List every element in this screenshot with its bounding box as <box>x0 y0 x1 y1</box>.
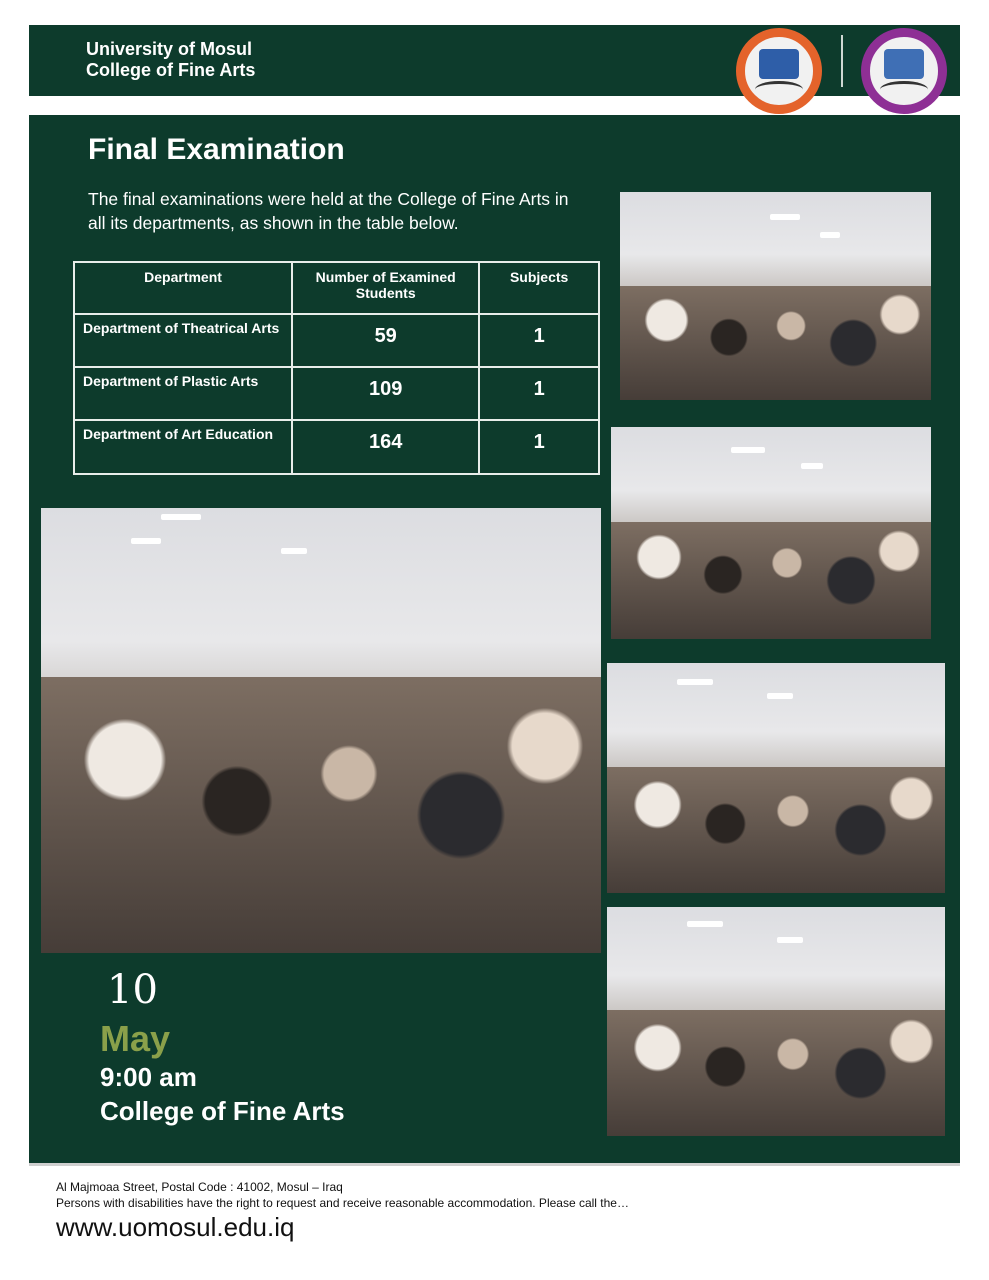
students-cell: 109 <box>292 367 479 420</box>
footer-address: Al Majmoaa Street, Postal Code : 41002, Mosul – Iraq <box>56 1180 343 1194</box>
university-logo <box>736 28 822 114</box>
exam-hall-photo-4 <box>607 907 945 1136</box>
subjects-cell: 1 <box>479 314 599 367</box>
logo-divider <box>841 35 843 87</box>
header-title <box>86 39 255 81</box>
table-row <box>74 420 599 474</box>
exam-hall-photo-1 <box>620 192 931 400</box>
event-month: May <box>100 1018 171 1059</box>
intro-text: The final examinations were held at the College of Fine Arts in all its departments, as shown in the table below. <box>88 189 569 233</box>
exam-hall-photo-3 <box>607 663 945 893</box>
table-header-row <box>74 262 599 314</box>
college-logo <box>861 28 947 114</box>
content-panel <box>29 115 960 1165</box>
footer-accessibility-note: Persons with disabilities have the right to request and receive reasonable accommodation. Please call the… <box>56 1196 629 1210</box>
event-place: College of Fine Arts <box>100 1096 345 1126</box>
page-title: Final Examination <box>88 133 345 166</box>
subjects-cell: 1 <box>479 367 599 420</box>
college-name: College of Fine Arts <box>86 60 256 80</box>
event-time: 9:00 am <box>100 1062 197 1092</box>
website-link[interactable]: www.uomosul.edu.iq <box>56 1212 295 1242</box>
students-cell: 59 <box>292 314 479 367</box>
department-cell: Department of Plastic Arts <box>74 367 292 420</box>
department-cell: Department of Art Education <box>74 420 292 474</box>
footer-divider <box>29 1163 960 1166</box>
event-day: 10 <box>107 967 158 1013</box>
exam-hall-photo-2 <box>611 427 931 639</box>
header-bar <box>29 25 960 96</box>
students-cell: 164 <box>292 420 479 474</box>
table-row <box>74 314 599 367</box>
exam-hall-photo-main <box>41 508 601 953</box>
department-cell: Department of Theatrical Arts <box>74 314 292 367</box>
table-row <box>74 367 599 420</box>
university-name: University of Mosul <box>86 39 253 59</box>
exam-table <box>73 261 600 475</box>
column-header: Number of Examined Students <box>292 262 479 314</box>
subjects-cell: 1 <box>479 420 599 474</box>
column-header: Subjects <box>479 262 599 314</box>
column-header: Department <box>74 262 292 314</box>
